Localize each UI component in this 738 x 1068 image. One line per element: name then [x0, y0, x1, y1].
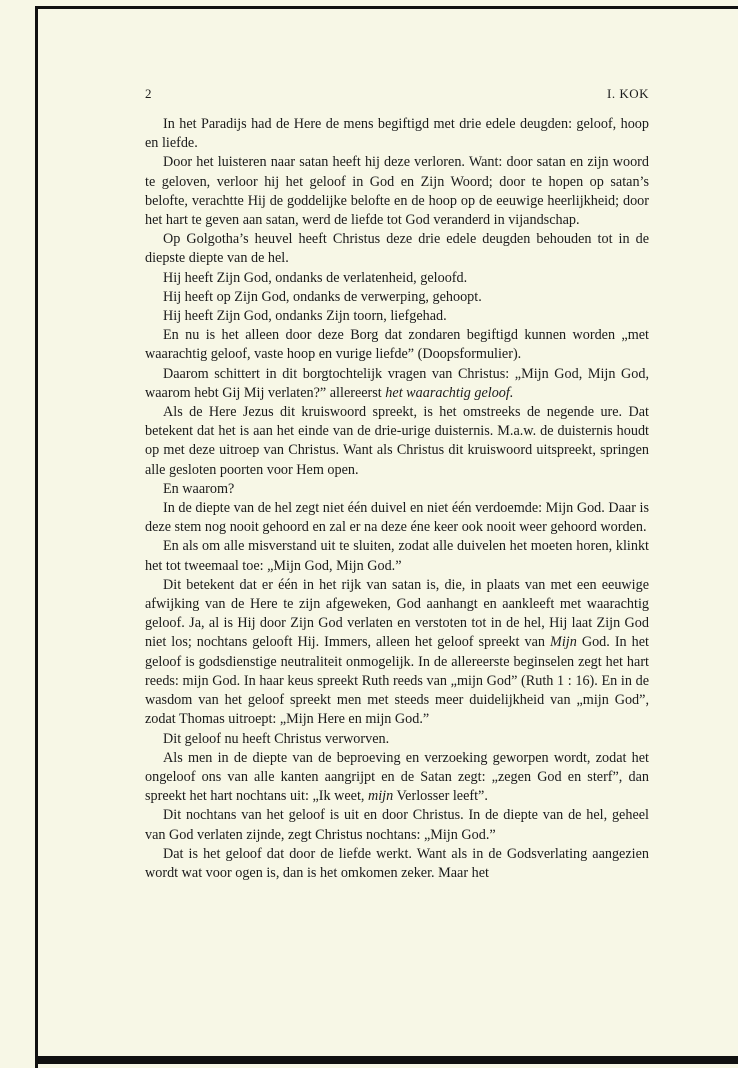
paragraph: En waarom? [163, 480, 235, 497]
paragraph: Daarom schittert in dit borgtochtelijk vragen van Christus: „Mijn God, Mijn God, waarom hebt Gij Mij verlaten?” allereerst het waarachtig geloof. [145, 365, 649, 401]
page-border-left [35, 6, 38, 1068]
page-border-top [35, 6, 738, 9]
running-head-author: I. KOK [607, 86, 649, 101]
page-number: 2 [145, 86, 152, 101]
running-head [145, 86, 649, 106]
paragraph: Dit betekent dat er één in het rijk van satan is, die, in plaats van met een eeuwige afwijking van de Here te zijn afgeweken, God aanhangt en aankleeft met waarachtig geloof. Ja, al is Hij door Zijn God verlaten en verstoten tot in de hel, Hij laat Zijn God niet los; nochtans gelooft Hij. Immers, alleen het geloof spreekt van Mijn God. In het geloof is godsdienstige neutraliteit onmogelijk. In de allereerste beginselen zegt het hart reeds: mijn God. In haar keus spreekt Ruth reeds van „mijn God” (Ruth 1 : 16). En in de wasdom van het geloof spreekt men met steeds meer duidelijkheid van „mijn God”, zodat Thomas uitroept: „Mijn Here en mijn God.” [145, 576, 649, 728]
paragraph: Dit geloof nu heeft Christus verworven. [163, 730, 390, 747]
paragraph: Op Golgotha’s heuvel heeft Christus deze drie edele deugden behouden tot in de diepste diepte van de hel. [145, 231, 649, 267]
paragraph: Door het luisteren naar satan heeft hij deze verloren. Want: door satan en zijn woord te geloven, verloor hij het geloof in God en Zijn Woord; door te hopen op satan’s belofte, verachtte Hij de goddelijke belofte en de hoop op de eeuwige heerlijkheid; door het hart te geven aan satan, werd de liefde tot God veranderd in vijandschap. [145, 154, 649, 229]
paragraph: In de diepte van de hel zegt niet één duivel en niet één verdoemde: Mijn God. Daar is deze stem nog nooit gehoord en zal er na deze éne keer ook nooit weer gehoord worden. [145, 500, 649, 536]
paragraph: Hij heeft Zijn God, ondanks de verlatenheid, geloofd. [163, 269, 468, 286]
paragraph: Als de Here Jezus dit kruiswoord spreekt, is het omstreeks de negende ure. Dat betekent dat het is aan het einde van de drie-urige duisternis. M.a.w. de duisternis houdt op met deze uitroep van Christus. Want als Christus dit kruiswoord uitspreekt, springen alle gesloten poorten voor Hem open. [145, 404, 649, 478]
paragraph: Dit nochtans van het geloof is uit en door Christus. In de diepte van de hel, geheel van God verlaten zijnde, zegt Christus nochtans: „Mijn God.” [145, 807, 649, 843]
paragraph: In het Paradijs had de Here de mens begiftigd met drie edele deugden: geloof, hoop en liefde. [145, 116, 649, 152]
page-border-bottom [35, 1056, 738, 1064]
paragraph: Dat is het geloof dat door de liefde werkt. Want als in de Godsverlating aangezien wordt wat voor ogen is, dan is het omkomen zeker. Maar het [145, 845, 649, 881]
emphasis: Mijn [550, 634, 577, 651]
paragraph: En als om alle misverstand uit te sluiten, zodat alle duivelen het moeten horen, klinkt het tot tweemaal toe: „Mijn God, Mijn God.” [145, 538, 649, 574]
paragraph: Hij heeft Zijn God, ondanks Zijn toorn, liefgehad. [163, 308, 447, 325]
paragraph: Als men in de diepte van de beproeving en verzoeking geworpen wordt, zodat het ongeloof ons van alle kanten aangrijpt en de Satan zegt: „zegen God en sterf”, dan spreekt het hart nochtans uit: „Ik weet, mijn Verlosser leeft”. [145, 749, 649, 805]
emphasis: het waarachtig geloof. [385, 384, 514, 401]
emphasis: mijn [367, 788, 394, 805]
paragraph: En nu is het alleen door deze Borg dat zondaren begiftigd kunnen worden „met waarachtig geloof, vaste hoop en vurige liefde” (Doopsformulier). [145, 327, 649, 363]
body-text [145, 115, 649, 883]
paragraph: Hij heeft op Zijn God, ondanks de verwerping, gehoopt. [163, 288, 482, 305]
